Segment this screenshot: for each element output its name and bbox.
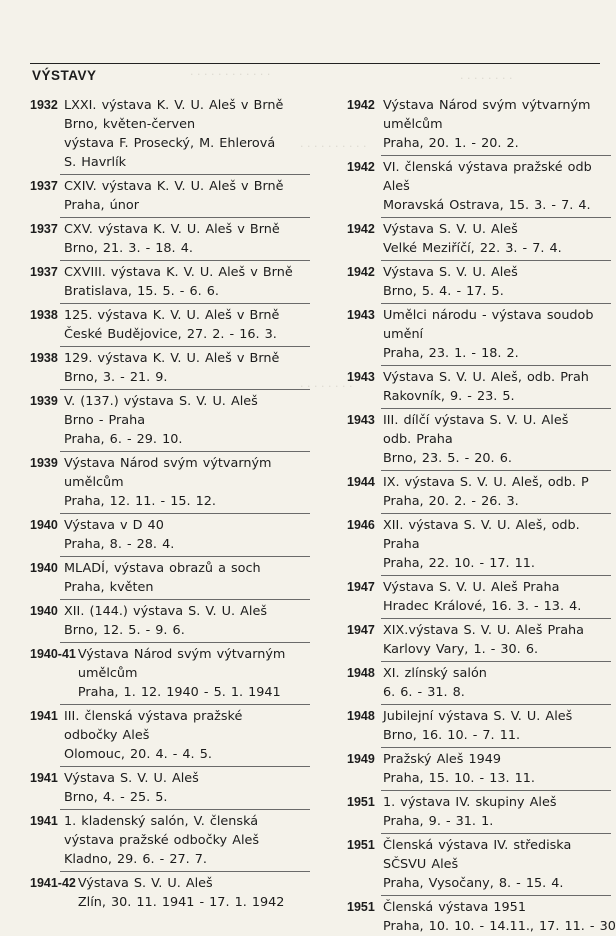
entry-divider <box>381 661 611 662</box>
exhibition-detail-line: Výstava Národ svým výtvarným <box>77 647 286 662</box>
exhibition-year: 1940 <box>30 561 58 575</box>
exhibition-entry <box>30 516 320 554</box>
entry-divider <box>60 217 310 218</box>
top-rule <box>30 63 600 64</box>
exhibition-entry <box>347 368 607 406</box>
exhibition-details <box>76 645 286 702</box>
exhibition-year: 1940-41 <box>30 647 76 661</box>
exhibition-detail-line: Výstava S. V. U. Aleš <box>77 876 213 891</box>
exhibition-detail-line: výstava pražské odbočky Aleš <box>64 833 260 848</box>
exhibition-entry <box>347 411 607 468</box>
exhibition-detail-line: 6. 6. - 31. 8. <box>383 685 465 700</box>
exhibition-detail-line: 1. výstava IV. skupiny Aleš <box>383 795 557 810</box>
exhibition-detail-line: Umělci národu - výstava soudob <box>383 308 594 323</box>
entry-divider <box>381 365 611 366</box>
exhibition-details <box>381 898 616 936</box>
exhibition-detail-line: Moravská Ostrava, 15. 3. - 7. 4. <box>383 198 591 213</box>
exhibition-year: 1932 <box>30 98 58 112</box>
entry-divider <box>381 618 611 619</box>
bleed-through-text: · · · · · · · · · · · · <box>190 68 271 81</box>
exhibition-entry <box>347 836 607 893</box>
exhibition-year: 1940 <box>30 604 58 618</box>
exhibition-year: 1942 <box>347 98 375 112</box>
entry-divider <box>381 513 611 514</box>
exhibition-detail-line: Praha, 12. 11. - 15. 12. <box>64 494 216 509</box>
exhibition-entry <box>30 454 320 511</box>
exhibition-details <box>381 306 594 363</box>
exhibition-detail-line: Praha, 20. 2. - 26. 3. <box>383 494 519 509</box>
exhibition-details <box>62 602 267 640</box>
exhibition-entry <box>347 664 607 702</box>
exhibition-details <box>62 812 259 869</box>
exhibition-entry <box>30 220 320 258</box>
exhibition-detail-line: V. (137.) výstava S. V. U. Aleš <box>64 394 258 409</box>
exhibition-detail-line: Výstava S. V. U. Aleš <box>64 771 199 786</box>
exhibition-detail-line: Praha, 1. 12. 1940 - 5. 1. 1941 <box>77 685 281 700</box>
exhibition-entry <box>347 306 607 363</box>
entry-divider <box>381 790 611 791</box>
exhibition-detail-line: CXV. výstava K. V. U. Aleš v Brně <box>64 222 280 237</box>
exhibition-details <box>381 411 568 468</box>
exhibition-detail-line: Praha, 6. - 29. 10. <box>64 432 183 447</box>
exhibition-year: 1939 <box>30 456 58 470</box>
exhibition-details <box>381 473 589 511</box>
exhibition-detail-line: výstava F. Prosecký, M. Ehlerová <box>64 136 276 151</box>
exhibition-detail-line: Rakovník, 9. - 23. 5. <box>383 389 515 404</box>
exhibition-year: 1941 <box>30 771 58 785</box>
entry-divider <box>60 303 310 304</box>
exhibition-detail-line: Praha, 10. 10. - 14.11., 17. 11. - 30 <box>383 919 616 934</box>
exhibition-detail-line: CXIV. výstava K. V. U. Aleš v Brně <box>64 179 284 194</box>
exhibition-details <box>381 836 571 893</box>
exhibition-details <box>62 516 174 554</box>
entry-divider <box>60 871 310 872</box>
exhibition-year: 1941 <box>30 709 58 723</box>
entry-divider <box>381 575 611 576</box>
bleed-through-text: · · · · · · · · <box>300 380 353 393</box>
exhibition-details <box>62 220 280 258</box>
exhibition-details <box>381 707 572 745</box>
exhibition-details <box>62 349 279 387</box>
exhibition-detail-line: Brno, 23. 5. - 20. 6. <box>383 451 512 466</box>
exhibition-detail-line: Zlín, 30. 11. 1941 - 17. 1. 1942 <box>77 895 285 910</box>
exhibition-detail-line: 129. výstava K. V. U. Aleš v Brně <box>64 351 280 366</box>
exhibition-entry <box>347 516 607 573</box>
exhibition-year: 1940 <box>30 518 58 532</box>
exhibition-entry <box>347 263 607 301</box>
exhibition-entry <box>347 158 607 215</box>
exhibition-detail-line: SČSVU Aleš <box>383 857 459 872</box>
entry-divider <box>60 809 310 810</box>
exhibition-detail-line: Velké Meziříčí, 22. 3. - 7. 4. <box>383 241 562 256</box>
exhibition-detail-line: České Budějovice, 27. 2. - 16. 3. <box>64 327 277 342</box>
exhibition-entry <box>30 177 320 215</box>
exhibition-detail-line: IX. výstava S. V. U. Aleš, odb. P <box>383 475 589 490</box>
exhibition-details <box>381 220 562 258</box>
bleed-through-text: · · · · · · · · · · <box>300 140 367 153</box>
entry-divider <box>381 217 611 218</box>
exhibition-detail-line: Výstava Národ svým výtvarným <box>383 98 591 113</box>
exhibition-detail-line: odb. Praha <box>383 432 453 447</box>
exhibition-entry <box>30 559 320 597</box>
entry-divider <box>381 470 611 471</box>
exhibition-year: 1941 <box>30 814 58 828</box>
exhibition-detail-line: LXXI. výstava K. V. U. Aleš v Brně <box>64 98 284 113</box>
exhibition-detail-line: Brno, květen-červen <box>64 117 196 132</box>
exhibition-detail-line: III. členská výstava pražské <box>64 709 243 724</box>
exhibition-year: 1937 <box>30 222 58 236</box>
entry-divider <box>381 155 611 156</box>
entry-divider <box>60 389 310 390</box>
entry-divider <box>60 513 310 514</box>
exhibition-details <box>381 793 557 831</box>
exhibition-detail-line: Výstava S. V. U. Aleš Praha <box>383 580 560 595</box>
exhibition-entry <box>347 793 607 831</box>
exhibition-details <box>381 263 518 301</box>
exhibition-year: 1938 <box>30 351 58 365</box>
exhibition-entry <box>30 349 320 387</box>
exhibition-entry <box>347 750 607 788</box>
exhibition-detail-line: Praha, 23. 1. - 18. 2. <box>383 346 519 361</box>
exhibition-detail-line: Výstava S. V. U. Aleš, odb. Prah <box>383 370 589 385</box>
left-column <box>30 96 320 912</box>
exhibition-detail-line: Aleš <box>383 179 410 194</box>
exhibition-year: 1951 <box>347 900 375 914</box>
exhibition-entry <box>347 707 607 745</box>
exhibition-detail-line: Výstava S. V. U. Aleš <box>383 265 518 280</box>
entry-divider <box>60 451 310 452</box>
exhibition-entry <box>347 473 607 511</box>
exhibition-details <box>62 769 199 807</box>
exhibition-entry <box>347 898 616 936</box>
exhibition-details <box>62 559 261 597</box>
entry-divider <box>381 895 611 896</box>
exhibition-detail-line: Jubilejní výstava S. V. U. Aleš <box>383 709 573 724</box>
exhibition-entry <box>347 96 607 153</box>
exhibition-detail-line: umělcům <box>383 117 443 132</box>
exhibition-details <box>381 368 589 406</box>
exhibition-detail-line: Bratislava, 15. 5. - 6. 6. <box>64 284 219 299</box>
exhibition-detail-line: odbočky Aleš <box>64 728 150 743</box>
exhibition-detail-line: XII. (144.) výstava S. V. U. Aleš <box>64 604 268 619</box>
entry-divider <box>381 260 611 261</box>
exhibition-entry <box>347 578 607 616</box>
entry-divider <box>60 704 310 705</box>
exhibition-detail-line: umění <box>383 327 424 342</box>
exhibition-detail-line: S. Havrlík <box>64 155 127 170</box>
exhibition-year: 1951 <box>347 838 375 852</box>
exhibition-detail-line: Členská výstava IV. střediska <box>383 838 572 853</box>
entry-divider <box>60 556 310 557</box>
exhibition-entry <box>30 263 320 301</box>
exhibition-year: 1948 <box>347 666 375 680</box>
exhibition-detail-line: umělcům <box>77 666 138 681</box>
exhibition-detail-line: Výstava S. V. U. Aleš <box>383 222 518 237</box>
bleed-through-text: · · · · · · · · <box>460 72 513 85</box>
exhibition-detail-line: Praha, 9. - 31. 1. <box>383 814 494 829</box>
exhibition-year: 1943 <box>347 308 375 322</box>
exhibition-year: 1948 <box>347 709 375 723</box>
entry-divider <box>60 346 310 347</box>
right-column <box>347 96 616 936</box>
exhibition-year: 1949 <box>347 752 375 766</box>
entry-divider <box>381 303 611 304</box>
exhibition-detail-line: Karlovy Vary, 1. - 30. 6. <box>383 642 539 657</box>
exhibition-entry <box>30 96 320 172</box>
exhibition-year: 1951 <box>347 795 375 809</box>
exhibition-detail-line: 1. kladenský salón, V. členská <box>64 814 259 829</box>
exhibition-year: 1943 <box>347 370 375 384</box>
exhibition-detail-line: Kladno, 29. 6. - 27. 7. <box>64 852 207 867</box>
exhibition-year: 1942 <box>347 160 375 174</box>
exhibition-entry <box>30 769 320 807</box>
exhibition-detail-line: Brno, 3. - 21. 9. <box>64 370 168 385</box>
entry-divider <box>60 260 310 261</box>
exhibition-detail-line: Praha, 22. 10. - 17. 11. <box>383 556 535 571</box>
exhibition-detail-line: Brno, 12. 5. - 9. 6. <box>64 623 185 638</box>
exhibition-entry <box>30 812 320 869</box>
exhibition-year: 1937 <box>30 179 58 193</box>
exhibition-detail-line: VI. členská výstava pražské odb <box>383 160 592 175</box>
exhibition-details <box>381 96 591 153</box>
exhibition-detail-line: Praha, 15. 10. - 13. 11. <box>383 771 535 786</box>
exhibition-year: 1947 <box>347 580 375 594</box>
exhibition-year: 1947 <box>347 623 375 637</box>
exhibition-year: 1943 <box>347 413 375 427</box>
exhibition-details <box>381 158 592 215</box>
exhibition-details <box>62 454 272 511</box>
exhibition-detail-line: Brno, 5. 4. - 17. 5. <box>383 284 504 299</box>
exhibition-details <box>76 874 285 912</box>
exhibition-detail-line: Praha, únor <box>64 198 139 213</box>
section-title: VÝSTAVY <box>32 68 97 83</box>
exhibition-detail-line: Výstava Národ svým výtvarným <box>64 456 272 471</box>
exhibition-detail-line: Brno, 21. 3. - 18. 4. <box>64 241 193 256</box>
exhibition-details <box>381 664 487 702</box>
exhibition-year: 1944 <box>347 475 375 489</box>
exhibition-year: 1939 <box>30 394 58 408</box>
exhibition-details <box>381 578 581 616</box>
exhibition-detail-line: III. dílčí výstava S. V. U. Aleš <box>383 413 569 428</box>
entry-divider <box>60 766 310 767</box>
exhibition-year: 1941-42 <box>30 876 76 890</box>
exhibition-year: 1938 <box>30 308 58 322</box>
exhibition-entry <box>30 874 320 912</box>
exhibition-detail-line: Výstava v D 40 <box>64 518 164 533</box>
exhibition-detail-line: Brno - Praha <box>64 413 146 428</box>
exhibition-detail-line: CXVIII. výstava K. V. U. Aleš v Brně <box>64 265 293 280</box>
exhibition-detail-line: Praha, 20. 1. - 20. 2. <box>383 136 519 151</box>
exhibition-year: 1946 <box>347 518 375 532</box>
exhibition-details <box>381 621 584 659</box>
entry-divider <box>381 408 611 409</box>
entry-divider <box>60 642 310 643</box>
exhibition-details <box>62 306 279 344</box>
exhibition-year: 1942 <box>347 265 375 279</box>
entry-divider <box>381 833 611 834</box>
exhibition-detail-line: Brno, 4. - 25. 5. <box>64 790 168 805</box>
exhibition-detail-line: umělcům <box>64 475 124 490</box>
exhibition-detail-line: Hradec Králové, 16. 3. - 13. 4. <box>383 599 582 614</box>
exhibition-detail-line: XI. zlínský salón <box>383 666 487 681</box>
exhibition-year: 1942 <box>347 222 375 236</box>
exhibition-detail-line: Praha, 8. - 28. 4. <box>64 537 175 552</box>
exhibition-detail-line: XIX.výstava S. V. U. Aleš Praha <box>383 623 584 638</box>
exhibition-details <box>62 392 258 449</box>
exhibition-details <box>62 707 242 764</box>
entry-divider <box>381 747 611 748</box>
exhibition-detail-line: Praha <box>383 537 420 552</box>
exhibition-entry <box>30 645 320 702</box>
exhibition-detail-line: XII. výstava S. V. U. Aleš, odb. <box>383 518 580 533</box>
exhibition-entry <box>30 602 320 640</box>
exhibition-detail-line: Olomouc, 20. 4. - 4. 5. <box>64 747 212 762</box>
exhibition-details <box>381 516 580 573</box>
exhibition-detail-line: Členská výstava 1951 <box>383 900 526 915</box>
exhibition-details <box>381 750 535 788</box>
exhibition-entry <box>347 220 607 258</box>
entry-divider <box>60 599 310 600</box>
exhibition-detail-line: Brno, 16. 10. - 7. 11. <box>383 728 521 743</box>
exhibition-details <box>62 96 283 172</box>
exhibition-entry <box>30 392 320 449</box>
exhibition-entry <box>347 621 607 659</box>
exhibition-detail-line: Pražský Aleš 1949 <box>383 752 502 767</box>
exhibition-details <box>62 177 284 215</box>
exhibition-detail-line: Praha, Vysočany, 8. - 15. 4. <box>383 876 564 891</box>
entry-divider <box>381 704 611 705</box>
exhibition-detail-line: 125. výstava K. V. U. Aleš v Brně <box>64 308 280 323</box>
exhibition-entry <box>30 306 320 344</box>
exhibition-detail-line: MLADÍ, výstava obrazů a soch <box>64 561 261 576</box>
exhibition-entry <box>30 707 320 764</box>
exhibition-detail-line: Praha, květen <box>64 580 154 595</box>
exhibition-details <box>62 263 293 301</box>
exhibition-year: 1937 <box>30 265 58 279</box>
entry-divider <box>60 174 310 175</box>
